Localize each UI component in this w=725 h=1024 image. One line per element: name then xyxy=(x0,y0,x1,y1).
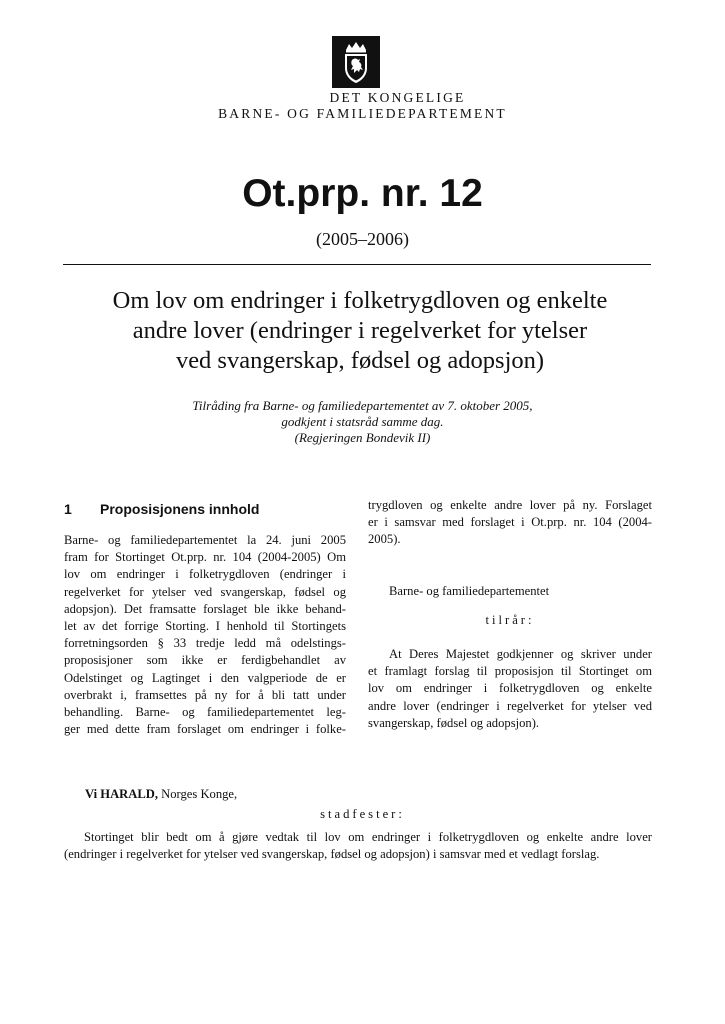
body-line: trygdloven og enkelte andre lover på ny. Forslaget xyxy=(368,498,652,512)
body-line: er i samsvar med forslaget i Ot.prp. nr. 104 (2004- xyxy=(368,515,652,530)
title-divider xyxy=(63,264,651,265)
body-line: behandling. Barne- og familiedepartementet leg- xyxy=(64,705,346,720)
title-line: ved svangerskap, fødsel og adopsjon) xyxy=(175,347,545,374)
document-title xyxy=(60,286,660,376)
body-line: let av det forrige Storting. I henhold til Stortingets xyxy=(64,619,346,634)
king-name: Vi HARALD, xyxy=(85,787,158,801)
body-line: adopsjon). Det framsatte forslaget ble ikke behand- xyxy=(64,601,346,616)
document-number: Ot.prp. nr. 12 xyxy=(242,172,483,215)
body-line: overbrakt i, framsettes på ny for å bli tatt under xyxy=(64,687,346,702)
body-line: ger med dette fram forslaget om endringer i folke- xyxy=(64,722,346,737)
body-line: fram for Stortinget Ot.prp. nr. 104 (2004-2005) Om xyxy=(64,550,346,565)
king-declaration xyxy=(85,786,237,803)
section-title: Proposisjonens innhold xyxy=(100,501,260,517)
decree-verb: stadfester: xyxy=(320,807,405,821)
section-number: 1 xyxy=(64,501,72,517)
royal-emblem-logo xyxy=(332,36,380,88)
ministry-name-line2: BARNE- OG FAMILIEDEPARTEMENT xyxy=(218,106,507,121)
recommendation-subtitle xyxy=(0,398,725,446)
title-line: Om lov om endringer i folketrygdloven og enkelte xyxy=(112,287,608,314)
king-title: Norges Konge, xyxy=(161,787,238,801)
body-line: regelverket for ytelser ved svangerskap, fødsel og xyxy=(64,584,346,599)
crowned-lion-icon xyxy=(332,36,380,88)
ministry-name-line1: DET KONGELIGE xyxy=(329,90,466,105)
body-line: Stortinget blir bedt om å gjøre vedtak til lov om endringer i folketrygdloven og enkelte andre lover xyxy=(84,830,652,844)
body-line: (endringer i regelverket for ytelser ved svangerskap, fødsel og adopsjon) i samsvar med et vedlagt forslag. xyxy=(64,847,600,862)
subtitle-line: (Regjeringen Bondevik II) xyxy=(294,430,431,445)
body-line: lov om endringer i folketrygdloven (endringer i xyxy=(64,567,346,582)
body-line: proposisjoner som ikke er ferdigbehandlet av xyxy=(64,653,346,668)
body-line: et framlagt forslag til proposisjon til Stortinget om xyxy=(368,664,652,679)
recommends-verb: tilrår: xyxy=(485,613,535,627)
recommending-department: Barne- og familiedepartementet xyxy=(389,584,550,598)
session-year: (2005–2006) xyxy=(316,229,409,249)
body-line: lov om endringer i folketrygdloven og enkelte xyxy=(368,681,652,696)
body-line: At Deres Majestet godkjenner og skriver under xyxy=(389,647,652,661)
body-line: Odelstinget og Lagtinget i den valgperiode de er xyxy=(64,670,346,685)
body-line: svangerskap, fødsel og adopsjon). xyxy=(368,715,540,730)
decree-text xyxy=(64,829,652,863)
recommendation-text xyxy=(368,646,652,732)
subtitle-line: Tilråding fra Barne- og familiedepartementet av 7. oktober 2005, xyxy=(192,398,533,413)
section-body-right-column xyxy=(368,497,652,549)
section-body-left-column xyxy=(64,532,346,738)
title-line: andre lover (endringer i regelverket for ytelser xyxy=(132,317,588,344)
body-line: 2005). xyxy=(368,532,401,547)
subtitle-line: godkjent i statsråd samme dag. xyxy=(281,414,444,429)
body-line: forretningsorden § 33 tredje ledd må odelstings- xyxy=(64,636,346,651)
body-line: Barne- og familiedepartementet la 24. juni 2005 xyxy=(64,533,346,547)
body-line: andre lover (endringer i regelverket for ytelser ved xyxy=(368,698,652,713)
section-heading xyxy=(64,500,259,518)
